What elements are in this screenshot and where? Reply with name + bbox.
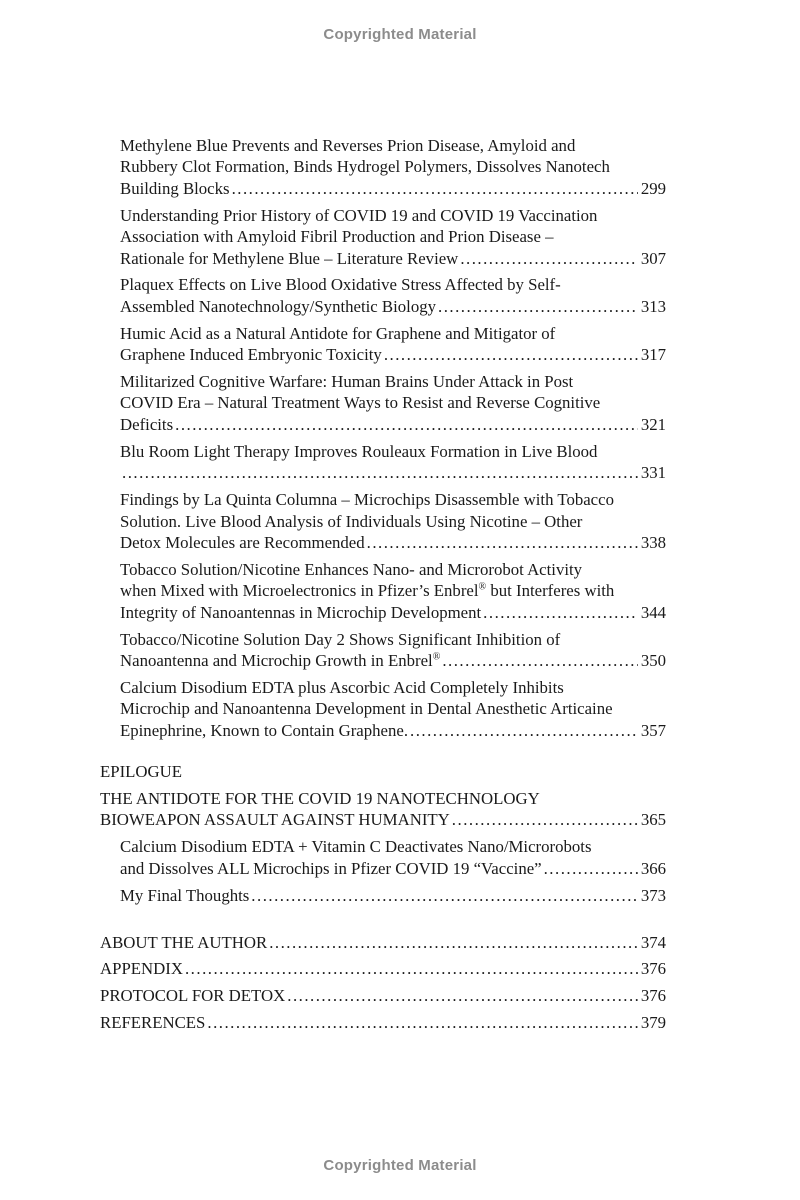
toc-entry-title-last-line: Epinephrine, Known to Contain Graphene. — [120, 720, 409, 740]
page-number: 331 — [640, 463, 666, 483]
toc-entry[interactable] — [100, 629, 666, 672]
dot-leader — [483, 602, 638, 623]
back-matter-label: APPENDIX — [100, 959, 183, 979]
toc-entry-title-line: Tobacco Solution/Nicotine Enhances Nano- and Microrobot Activity — [120, 559, 583, 579]
toc-entry-title-line: Militarized Cognitive Warfare: Human Brains Under Attack in Post — [120, 372, 574, 392]
toc-entry-title-line: COVID Era – Natural Treatment Ways to Resist and Reverse Cognitive — [120, 393, 601, 413]
toc-entry-title-last-line: Rationale for Methylene Blue – Literature Review — [120, 248, 459, 268]
toc-entry-title-line: Methylene Blue Prevents and Reverses Prion Disease, Amyloid and — [120, 136, 576, 155]
toc-entry-title-last-line: Detox Molecules are Recommended — [120, 532, 365, 552]
toc-entry-title-line: Calcium Disodium EDTA plus Ascorbic Acid Completely Inhibits — [120, 677, 564, 697]
watermark-top: Copyrighted Material — [323, 26, 477, 43]
back-matter-label: ABOUT THE AUTHOR — [100, 932, 268, 952]
page-number: 376 — [640, 959, 666, 979]
epilogue-title-last-line: BIOWEAPON ASSAULT AGAINST HUMANITY — [100, 810, 450, 830]
toc-entry[interactable] — [100, 677, 666, 741]
toc-entry-title-line: Calcium Disodium EDTA + Vitamin C Deactivates Nano/Microrobots — [120, 837, 592, 857]
dot-leader — [251, 885, 638, 906]
dot-leader — [384, 344, 638, 365]
epilogue-entries — [100, 836, 666, 906]
page-number: 338 — [640, 532, 666, 552]
toc-entry[interactable] — [100, 274, 666, 317]
back-matter-entry[interactable] — [100, 1012, 666, 1033]
epilogue-heading: EPILOGUE — [100, 762, 183, 782]
dot-leader — [232, 178, 638, 199]
toc-entry-title-line: Blu Room Light Therapy Improves Rouleaux Formation in Live Blood — [120, 441, 598, 461]
dot-leader — [175, 414, 638, 435]
dot-leader — [122, 462, 638, 483]
toc-entry-title-line: when Mixed with Microelectronics in Pfizer’s Enbrel® but Interferes with — [120, 581, 615, 601]
page-number: 374 — [640, 932, 666, 952]
dot-leader — [367, 532, 638, 553]
toc-entry[interactable] — [100, 371, 666, 435]
toc-entry[interactable] — [100, 135, 666, 199]
toc-entry[interactable] — [100, 885, 666, 906]
back-matter-label: REFERENCES — [100, 1013, 206, 1033]
page-number: 379 — [640, 1013, 666, 1033]
page-number: 357 — [640, 720, 666, 740]
epilogue-title-line: THE ANTIDOTE FOR THE COVID 19 NANOTECHNOLOGY — [100, 788, 540, 808]
epilogue-title-entry[interactable] — [100, 788, 666, 831]
page-number: 307 — [640, 248, 666, 268]
toc-entry-title-line: Rubbery Clot Formation, Binds Hydrogel Polymers, Dissolves Nanotech — [120, 157, 610, 177]
dot-leader — [269, 932, 638, 953]
page-number: 376 — [640, 986, 666, 1006]
toc-entry-title-line: Microchip and Nanoantenna Development in Dental Anesthetic Articaine — [120, 699, 613, 719]
dot-leader — [287, 985, 638, 1006]
toc-entry-title-last-line: Graphene Induced Embryonic Toxicity — [120, 345, 382, 365]
toc-entry-title-line: Association with Amyloid Fibril Production and Prion Disease – — [120, 227, 554, 247]
toc-entry-title-last-line: and Dissolves ALL Microchips in Pfizer COVID 19 “Vaccine” — [120, 858, 542, 878]
toc-entry-title-last-line: Assembled Nanotechnology/Synthetic Biology — [120, 296, 437, 316]
dot-leader — [410, 720, 638, 741]
page-number: 373 — [640, 885, 666, 905]
chapter-entries — [100, 135, 666, 741]
toc-entry[interactable] — [100, 836, 666, 879]
toc-entry[interactable] — [100, 441, 666, 484]
back-matter-entry[interactable] — [100, 932, 666, 953]
toc-entry-title-last-line: My Final Thoughts — [120, 885, 250, 905]
toc-entry-title-line: Tobacco/Nicotine Solution Day 2 Shows Significant Inhibition of — [120, 629, 561, 649]
toc-entry-title-line: Findings by La Quinta Columna – Microchips Disassemble with Tobacco — [120, 490, 614, 510]
toc-entry-title-last-line: Nanoantenna and Microchip Growth in Enbrel® — [120, 650, 441, 670]
dot-leader — [452, 809, 638, 830]
table-of-contents — [100, 135, 666, 1039]
dot-leader — [442, 650, 638, 671]
toc-entry[interactable] — [100, 323, 666, 366]
toc-entry-title-line: Plaquex Effects on Live Blood Oxidative Stress Affected by Self- — [120, 275, 561, 295]
page-number: 313 — [640, 296, 666, 316]
back-matter-entry[interactable] — [100, 958, 666, 979]
watermark-bottom: Copyrighted Material — [323, 1157, 477, 1174]
toc-entry[interactable] — [100, 559, 666, 623]
page-number: 366 — [640, 858, 666, 878]
toc-entry-title-last-line: Deficits — [120, 414, 174, 434]
toc-entry-title-line: Understanding Prior History of COVID 19 and COVID 19 Vaccination — [120, 205, 598, 225]
toc-entry-title-line: Solution. Live Blood Analysis of Individuals Using Nicotine – Other — [120, 511, 583, 531]
page-number: 321 — [640, 414, 666, 434]
toc-entry-title-line: Humic Acid as a Natural Antidote for Graphene and Mitigator of — [120, 323, 556, 343]
dot-leader — [460, 248, 638, 269]
back-matter-entries — [100, 932, 666, 1034]
toc-entry[interactable] — [100, 489, 666, 553]
toc-entry-title-last-line: Building Blocks — [120, 178, 230, 198]
page-number: 299 — [640, 178, 666, 198]
page-number: 344 — [640, 602, 666, 622]
back-matter-label: PROTOCOL FOR DETOX — [100, 986, 286, 1006]
dot-leader — [438, 296, 638, 317]
back-matter-entry[interactable] — [100, 985, 666, 1006]
toc-entry[interactable] — [100, 205, 666, 269]
page-number: 350 — [640, 650, 666, 670]
dot-leader — [185, 958, 638, 979]
toc-entry-title-last-line: Integrity of Nanoantennas in Microchip Development — [120, 602, 482, 622]
page-number: 365 — [640, 810, 666, 830]
page-number: 317 — [640, 345, 666, 365]
dot-leader — [207, 1012, 637, 1033]
dot-leader — [544, 858, 638, 879]
